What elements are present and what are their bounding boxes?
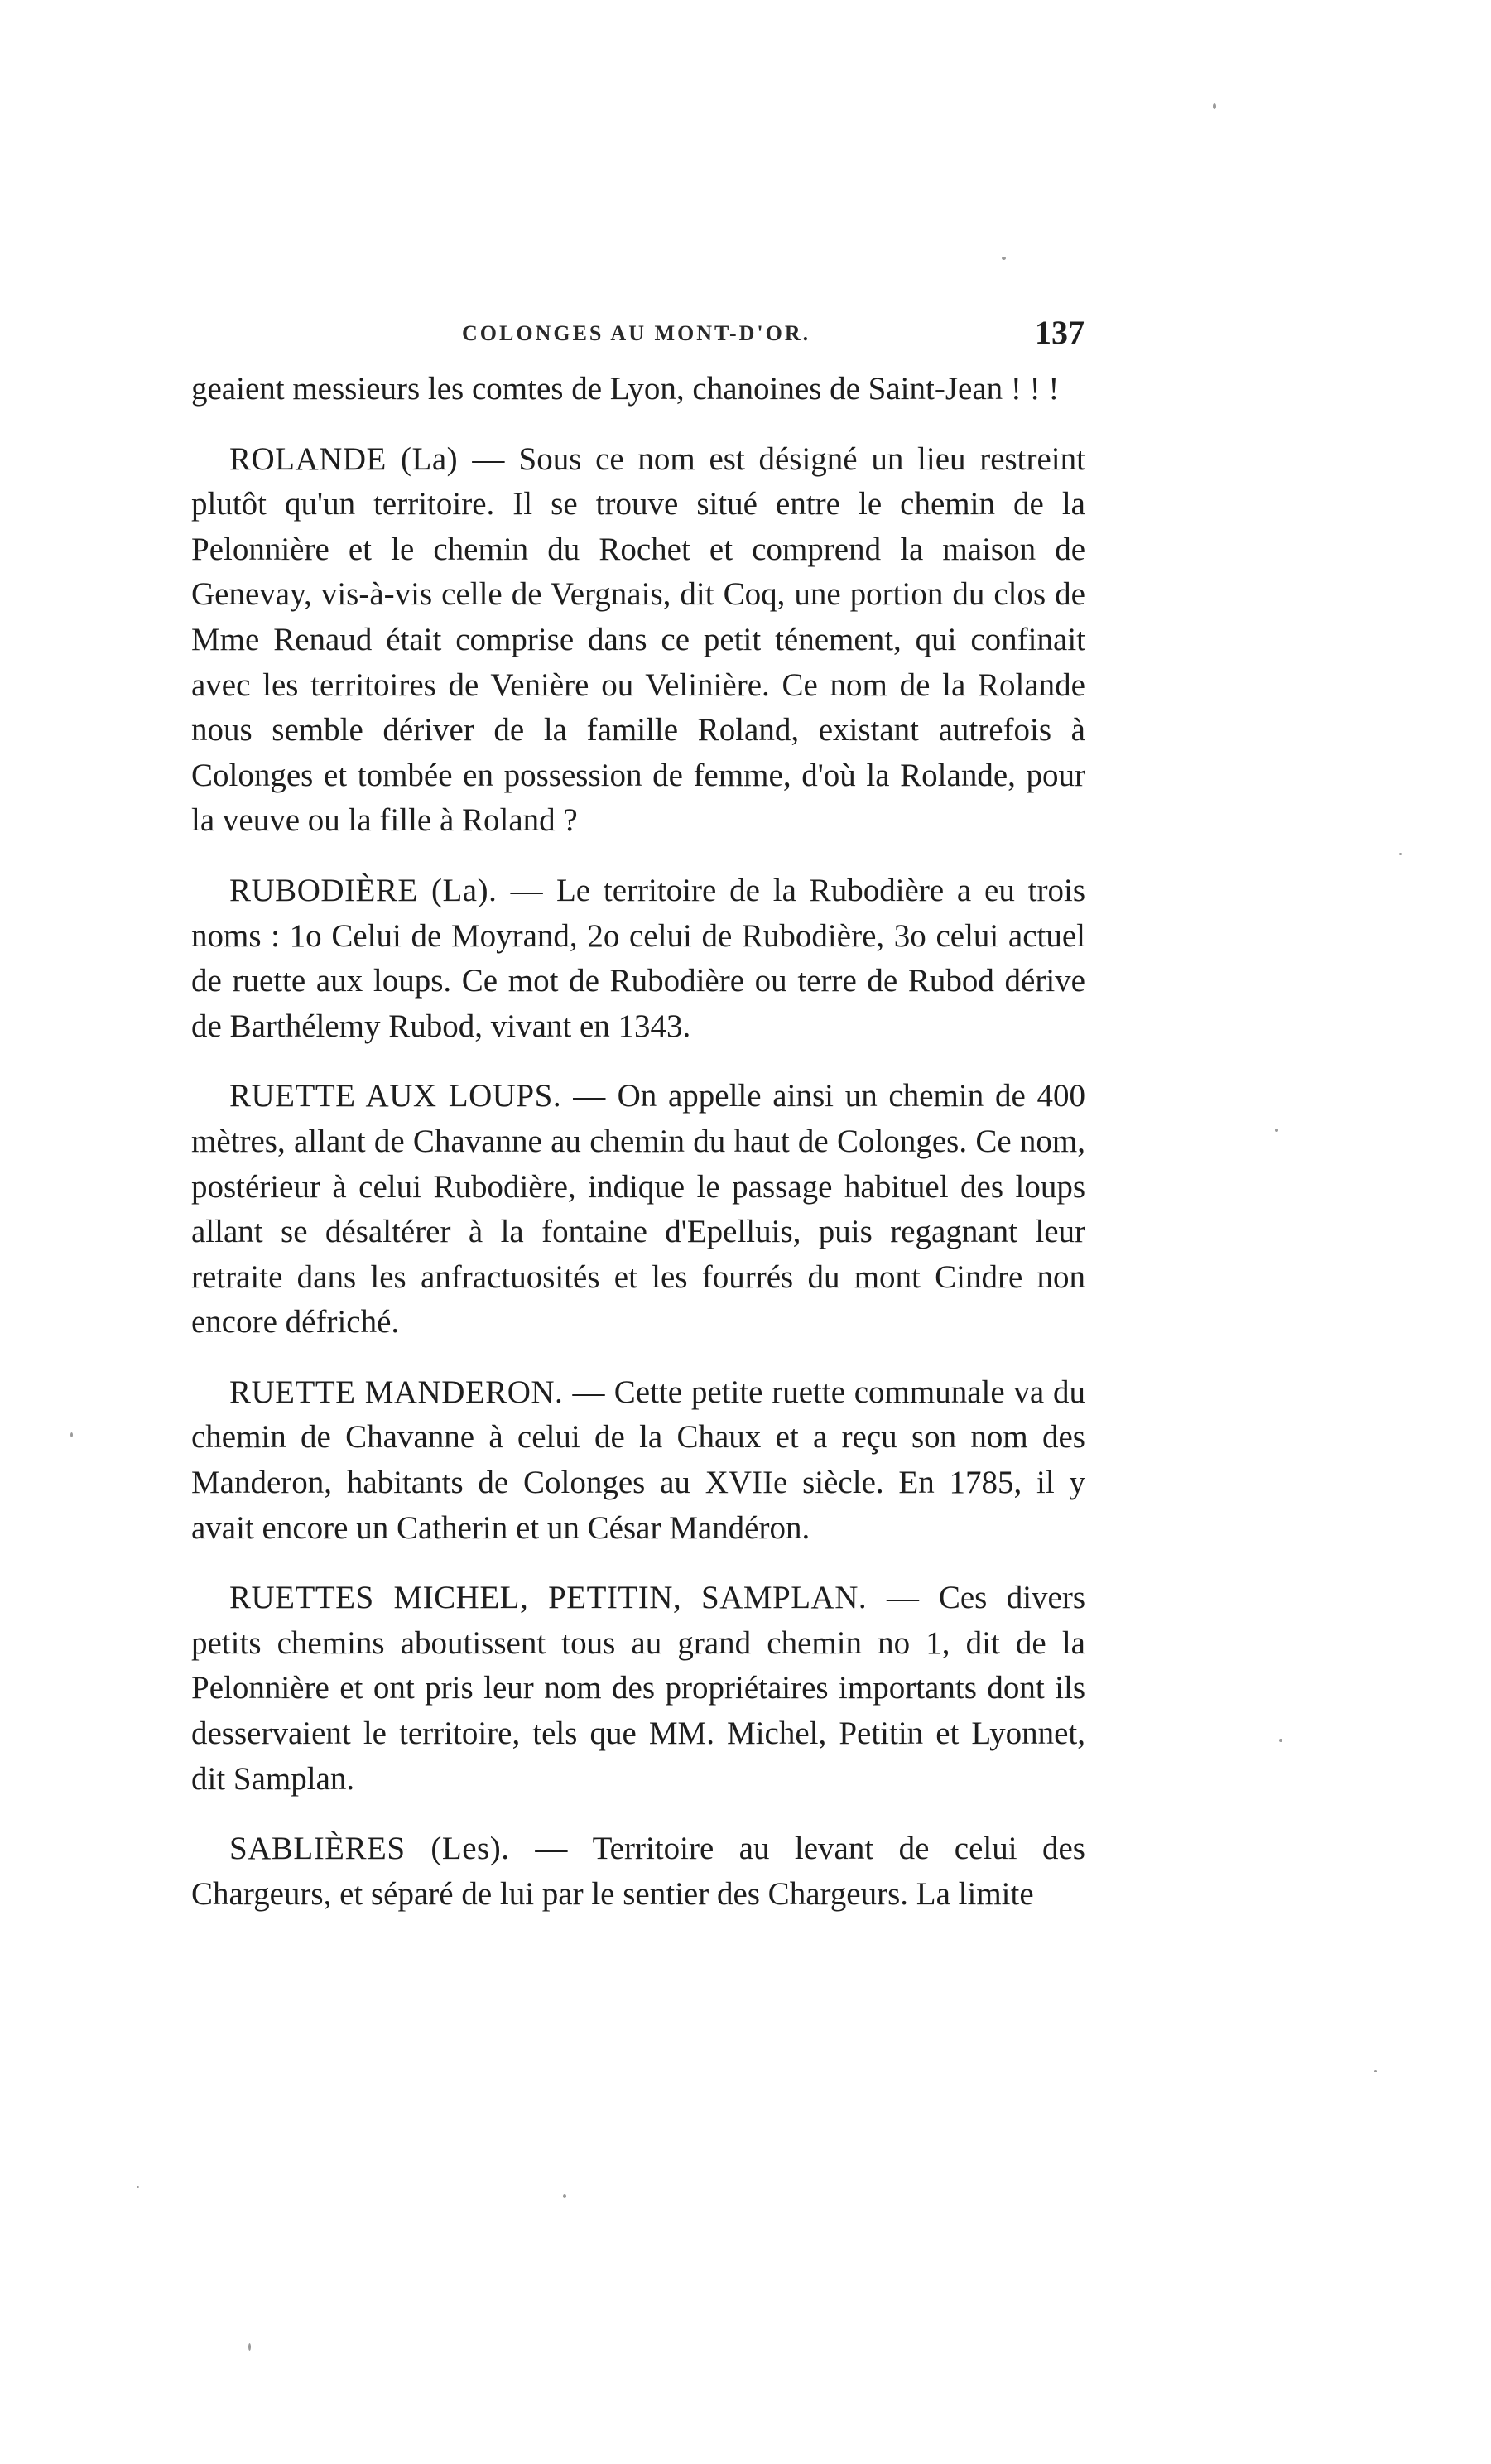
entry-rolande [191, 437, 1085, 844]
entry-text: Territoire au levant de celui des Chargeurs, et séparé de lui par le sentier des Chargeurs. La limite [191, 1831, 1085, 1912]
scan-speck [563, 2194, 566, 2198]
entry-text: Cette petite ruette communale va du chemin de Chavanne à celui de la Chaux et a reçu son nom des Manderon, habitants de Colonges au XVIIe siècle. En 1785, il y avait encore un Catherin et un César Mandéron. [191, 1374, 1085, 1546]
scan-speck [1279, 1739, 1282, 1742]
entry-ruette-manderon [191, 1370, 1085, 1551]
entry-sablieres [191, 1826, 1085, 1917]
scan-speck [1002, 257, 1006, 260]
scan-speck [1399, 853, 1402, 855]
entry-ruette-aux-loups [191, 1074, 1085, 1345]
entry-rubodiere [191, 869, 1085, 1049]
body-text [191, 367, 1085, 1942]
entry-text: On appelle ainsi un chemin de 400 mètres, allant de Chavanne au chemin du haut de Colonges. Ce nom, postérieur à celui Rubodière, indique le passage habituel des loups allant se désaltérer à la fontaine d'Epelluis, puis regagnant leur retraite dans les anfractuosités et les fourrés du mont Cindre non encore défriché. [191, 1078, 1086, 1340]
entry-text: Le territoire de la Rubodière a eu trois noms : 1o Celui de Moyrand, 2o celui de Rubodière, 3o celui actuel de ruette aux loups. Ce mot de Rubodière ou terre de Rubod dérive de Barthélemy Rubod, vivant en 1343. [191, 872, 1085, 1044]
entry-heading: SABLIÈRES (Les). — [229, 1831, 568, 1867]
entry-heading: RUETTE MANDERON. — [229, 1374, 606, 1410]
entry-heading: ROLANDE (La) — [229, 440, 505, 477]
running-title: COLONGES AU MONT-D'OR. [462, 321, 811, 345]
entry-text: Sous ce nom est désigné un lieu restreint plutôt qu'un territoire. Il se trouve situé entre le chemin de la Pelonnière et le chemin du Rochet et comprend la maison de Genevay, vis-à-vis celle de Vergnais, dit Coq, une portion du clos de Mme Renaud était comprise dans ce petit ténement, qui confinait avec les territoires de Venière ou Velinière. Ce nom de la Rolande nous semble dériver de la famille Roland, existant autrefois à Colonges et tombée en possession de femme, d'où la Rolande, pour la veuve ou la fille à Roland ? [191, 440, 1085, 839]
page-number: 137 [1035, 314, 1085, 351]
scan-speck [1213, 103, 1216, 109]
entry-ruettes-michel [191, 1576, 1085, 1802]
scan-speck [1374, 2070, 1377, 2072]
paragraph-text: geaient messieurs les comtes de Lyon, chanoines de Saint-Jean ! ! ! [191, 371, 1060, 407]
entry-heading: RUETTES MICHEL, PETITIN, SAMPLAN. — [229, 1580, 920, 1616]
scan-speck [1275, 1129, 1278, 1132]
continuation-paragraph [191, 367, 1085, 412]
entry-text: Ces divers petits chemins aboutissent tous au grand chemin no 1, dit de la Pelonnière et ont pris leur nom des propriétaires importants dont ils desservaient le territoire, tels que MM. Michel, Petitin et Lyonnet, dit Samplan. [191, 1580, 1086, 1797]
scan-speck [137, 2186, 139, 2188]
scan-speck [248, 2343, 251, 2351]
page-header [190, 313, 1085, 363]
entry-heading: RUBODIÈRE (La). — [229, 872, 544, 908]
entry-heading: RUETTE AUX LOUPS. — [229, 1078, 606, 1114]
scan-speck [70, 1432, 73, 1437]
